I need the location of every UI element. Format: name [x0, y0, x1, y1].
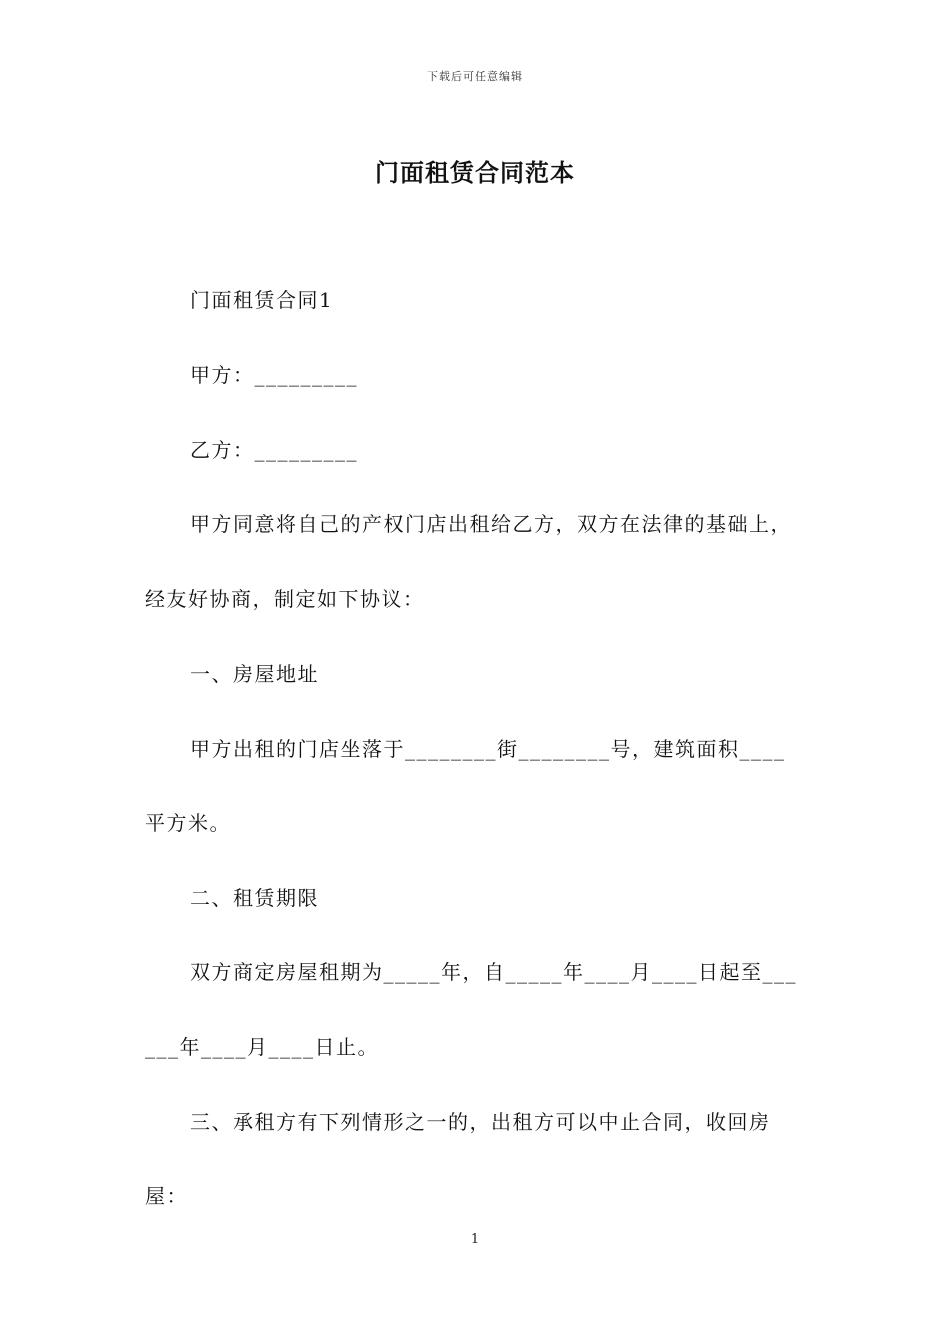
section-1-heading: 一、房屋地址 [190, 662, 319, 686]
section-1-text-line-1: 甲方出租的门店坐落于________街________号，建筑面积____ [190, 737, 786, 761]
section-3-heading-line-2: 屋： [145, 1184, 188, 1208]
party-b-line: 乙方：_________ [190, 438, 358, 462]
section-3-heading-line-1: 三、承租方有下列情形之一的，出租方可以中止合同，收回房 [190, 1110, 771, 1134]
intro-paragraph-line-1: 甲方同意将自己的产权门店出租给乙方，双方在法律的基础上， [190, 512, 792, 536]
section-1-text-line-2: 平方米。 [145, 811, 231, 835]
section-2-text-line-1: 双方商定房屋租期为_____年，自_____年____月____日起至___ [190, 960, 797, 984]
section-2-text-line-2: ___年____月____日止。 [145, 1035, 379, 1059]
party-a-line: 甲方：_________ [190, 363, 358, 387]
header-note: 下载后可任意编辑 [427, 70, 523, 83]
contract-subtitle: 门面租赁合同1 [190, 288, 334, 312]
document-title: 门面租赁合同范本 [375, 158, 575, 187]
page-number: 1 [470, 1232, 480, 1247]
section-2-heading: 二、租赁期限 [190, 886, 319, 910]
intro-paragraph-line-2: 经友好协商，制定如下协议： [145, 587, 425, 611]
